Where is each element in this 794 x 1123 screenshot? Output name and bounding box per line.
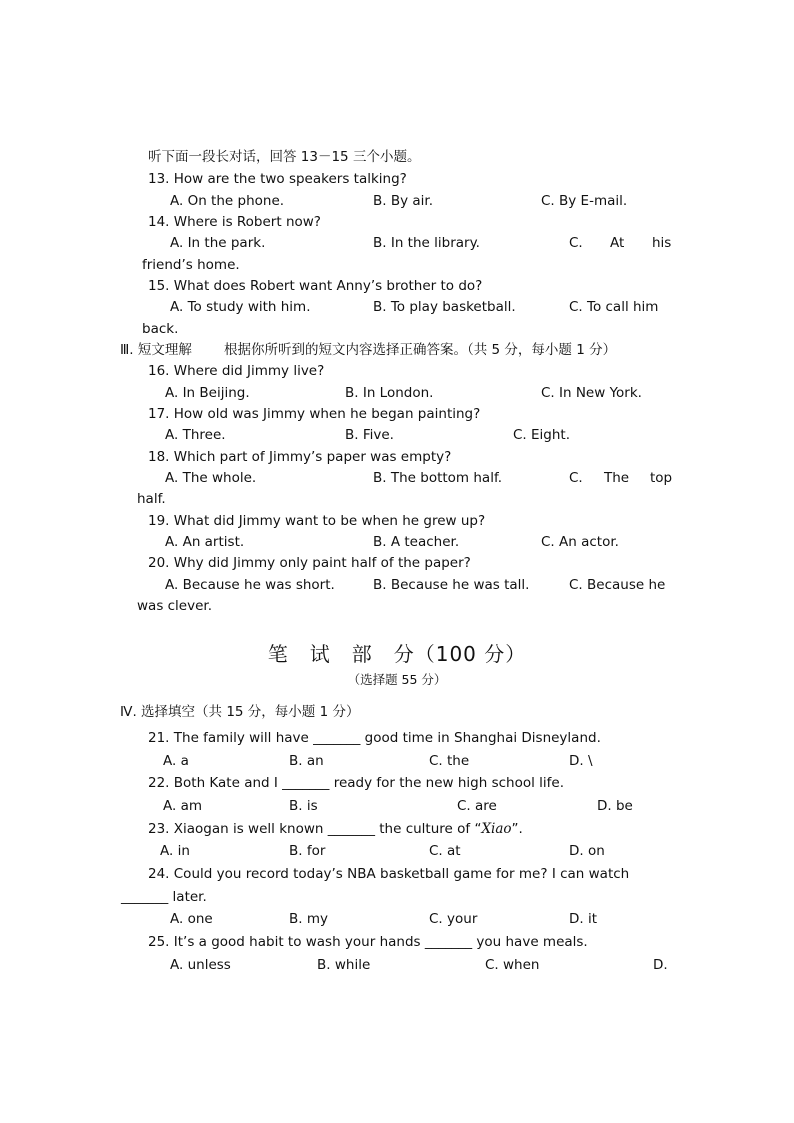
question-23-end: ”. [511,821,523,837]
question-16: 16. Where did Jimmy live? [148,363,325,379]
q13-option-a: A. On the phone. [170,193,285,209]
q22-option-a: A. am [163,798,203,814]
q25-option-d: D. [653,957,668,973]
q19-option-a: A. An artist. [165,534,245,550]
q17-option-b: B. Five. [345,427,394,443]
q24-option-a: A. one [170,911,213,927]
q24-option-d: D. it [569,911,598,927]
q24-option-b: B. my [289,911,328,927]
q15-option-c: C. To call him [569,299,659,315]
q15-option-b: B. To play basketball. [373,299,516,315]
written-part-subtitle: （选择题 55 分） [347,672,447,687]
q21-option-c: C. the [429,753,470,769]
section4-heading: Ⅳ. 选择填空（共 15 分，每小题 1 分） [120,704,360,720]
q21-option-d: D. \ [569,753,593,769]
q25-option-a: A. unless [170,957,231,973]
question-19: 19. What did Jimmy want to be when he grew up? [148,513,486,529]
q16-option-a: A. In Beijing. [165,385,250,401]
q18-option-a: A. The whole. [165,470,257,486]
question-18: 18. Which part of Jimmy’s paper was empty? [148,449,452,465]
q15-option-a: A. To study with him. [170,299,311,315]
question-14: 14. Where is Robert now? [148,214,321,230]
q21-option-a: A. a [163,753,189,769]
question-23-text: 23. Xiaogan is well known _______ the culture of “ [148,821,482,837]
q19-option-c: C. An actor. [541,534,619,550]
q18-option-b: B. The bottom half. [373,470,503,486]
q21-option-b: B. an [289,753,324,769]
written-part-title: 笔 试 部 分（100 分） [267,642,527,666]
q14-option-b: B. In the library. [373,235,480,251]
question-25: 25. It’s a good habit to wash your hands _______ you have meals. [148,934,588,950]
question-24-continued: _______ later. [121,889,207,905]
q15-option-c-continued: back. [142,321,179,337]
q14-option-c-word1: At [610,235,625,251]
question-23-italic-word: Xiao [481,821,512,837]
q23-option-d: D. on [569,843,605,859]
section2-intro: 听下面一段长对话，回答 13－15 三个小题。 [148,149,421,165]
q16-option-c: C. In New York. [541,385,642,401]
q14-option-a: A. In the park. [170,235,266,251]
q17-option-c: C. Eight. [513,427,570,443]
q18-option-c-letter: C. [569,470,583,486]
question-20: 20. Why did Jimmy only paint half of the paper? [148,555,471,571]
question-15: 15. What does Robert want Anny’s brother to do? [148,278,483,294]
q24-option-c: C. your [429,911,478,927]
q23-option-c: C. at [429,843,461,859]
section3-instruction: 根据你所听到的短文内容选择正确答案。（共 5 分，每小题 1 分） [224,342,617,358]
q14-option-c-letter: C. [569,235,583,251]
q13-option-b: B. By air. [373,193,434,209]
q25-option-b: B. while [317,957,371,973]
question-17: 17. How old was Jimmy when he began painting? [148,406,481,422]
q16-option-b: B. In London. [345,385,434,401]
q22-option-b: B. is [289,798,318,814]
q18-option-c-word1: The [604,470,630,486]
q18-option-c-word2: top [650,470,673,486]
q20-option-a: A. Because he was short. [165,577,335,593]
q22-option-c: C. are [457,798,497,814]
q19-option-b: B. A teacher. [373,534,460,550]
q25-option-c: C. when [485,957,540,973]
q14-option-c-word2: his [652,235,672,251]
q17-option-a: A. Three. [165,427,226,443]
q23-option-a: A. in [160,843,190,859]
question-21: 21. The family will have _______ good time in Shanghai Disneyland. [148,730,601,746]
question-13: 13. How are the two speakers talking? [148,171,407,187]
section3-heading: Ⅲ. 短文理解 [120,342,192,358]
question-24: 24. Could you record today’s NBA basketball game for me? I can watch [148,866,630,882]
q18-option-c-continued: half. [137,491,166,507]
q14-option-c-continued: friend’s home. [142,257,240,273]
q20-option-c-continued: was clever. [137,598,213,614]
question-22: 22. Both Kate and I _______ ready for the new high school life. [148,775,565,791]
q23-option-b: B. for [289,843,326,859]
q20-option-b: B. Because he was tall. [373,577,530,593]
q20-option-c: C. Because he [569,577,666,593]
q13-option-c: C. By E-mail. [541,193,628,209]
question-23 [148,820,523,838]
q22-option-d: D. be [597,798,633,814]
